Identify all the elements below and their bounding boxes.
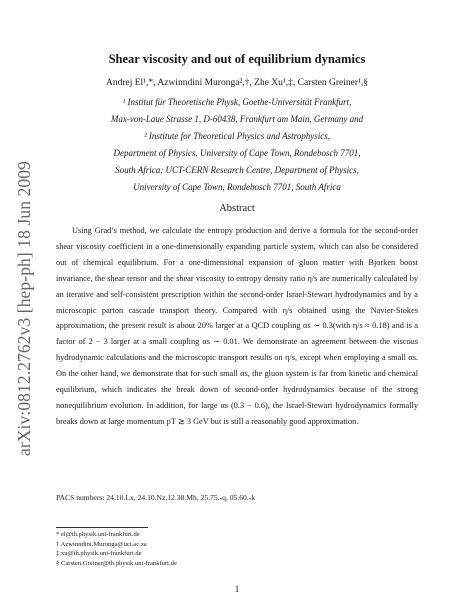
- arxiv-identifier: arXiv:0812.2762v3 [hep-ph] 18 Jun 2009: [13, 160, 34, 456]
- footnote-email: ‡ xu@th.physik.uni-frankfurt.de: [56, 550, 142, 558]
- footnote-list: [56, 530, 177, 568]
- paper-title: Shear viscosity and out of equilibrium dynamics: [108, 52, 366, 66]
- footnote-email: † Azwinndini.Muronga@uct.ac.za: [56, 540, 147, 548]
- affiliation-line: ² Institute for Theoretical Physics and Astrophysics,: [143, 131, 331, 141]
- affiliation-line: Max-von-Laue Strasse 1, D-60438, Frankfurt am Main, Germany and: [110, 114, 364, 124]
- pacs-numbers: PACS numbers: 24.10.Lx, 24.10.Nz,12.38.Mh, 25.75.-q, 05.60.-k: [56, 493, 256, 502]
- abstract-heading: Abstract: [219, 203, 255, 214]
- affiliation-line: Department of Physics, University of Cape Town, Rondebosch 7701,: [113, 148, 361, 158]
- affiliation-line: South Africa; UCT-CERN Research Centre, Department of Physics,: [115, 165, 359, 175]
- abstract-text: Using Grad’s method, we calculate the entropy production and derive a formula for the second-order shear viscosity coefficient in a one-dimensionally expanding particle system, which can also be considered out of chemical equilibrium. For a one-dimensional expansion of gluon matter with Bjorken boost invariance, the shear tensor and the shear viscosity to entropy density ratio η/s are numerically calculated by an iterative and self-consistent prescription within the second-order Israel-Stewart hydrodynamics and by a microscopic parton cascade transport theory. Compared with η/s obtained using the Navier-Stokes approximation, the present result is about 20% larger at a QCD coupling αs ∼ 0.3(with η/s ≈ 0.18) and is a factor of 2 − 3 larger at a small coupling αs ∼ 0.01. We demonstrate an agreement between the viscous hydrodynamic calculations and the microscopic transport results on η/s, except when employing a small αs. On the other hand, we demonstrate that for such small αs, the gluon system is far from kinetic and chemical equilibrium, which indicates the break down of second-order hydrodynamics because of the strong nonequilibrium evolution. In addition, for large αs (0.3 − 0.6), the Israel-Stewart hydrodynamics formally breaks down at large momentum pT ≳ 3 GeV but is still a reasonably good approximation.: [56, 226, 418, 426]
- page-number: 1: [234, 584, 240, 594]
- affiliation-line: ¹ Institut für Theoretische Physk, Goethe-Universität Frankfurt,: [122, 97, 352, 107]
- footnote-email: § Carsten.Greiner@th.physik.uni-frankfurt.de: [56, 559, 177, 567]
- affiliation-line: University of Cape Town, Rondebosch 7701, South Africa: [133, 182, 341, 192]
- footnote-divider: [56, 527, 148, 528]
- author-list: Andrej El¹,*, Azwinndini Muronga²,†, Zhe Xu¹,‡, Carsten Greiner¹,§: [105, 78, 369, 88]
- footnote-email: * el@th.physik.uni-frankfurt.de: [56, 531, 140, 538]
